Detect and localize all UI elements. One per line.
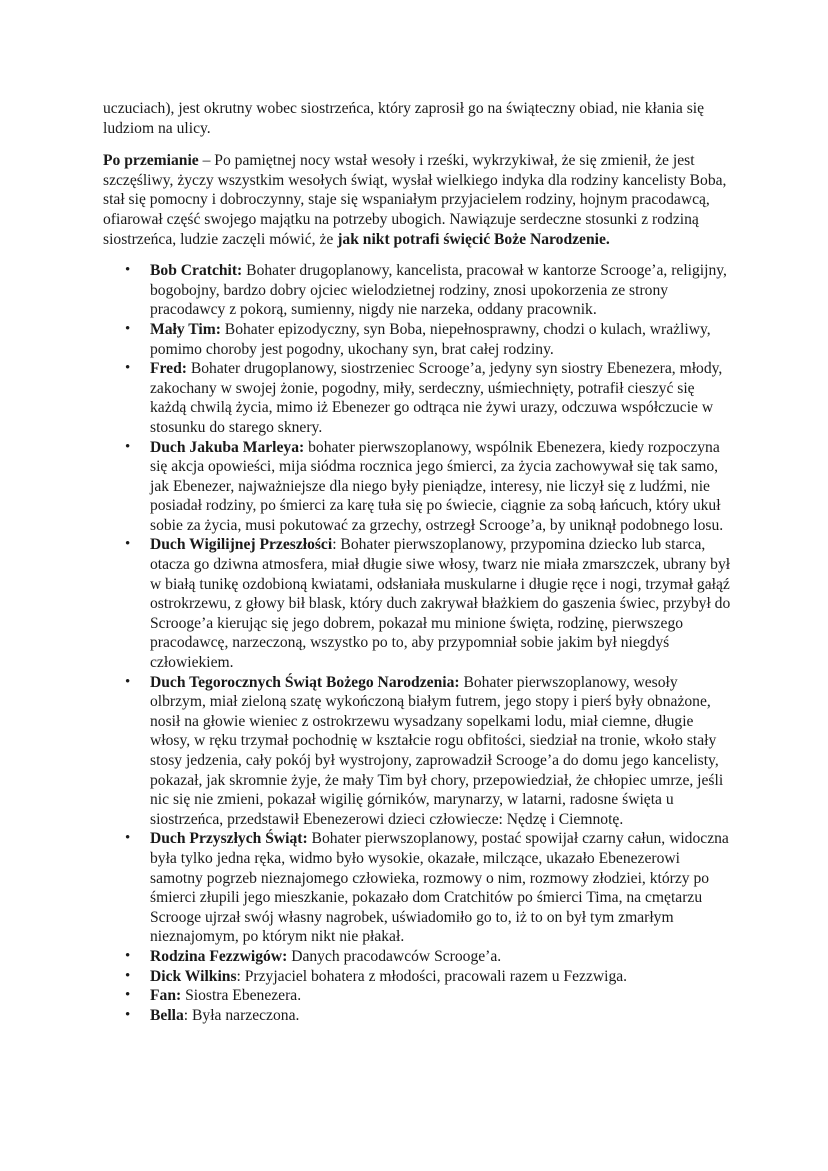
after-change-text: – Po pamiętnej nocy wstał wesoły i rześki, wykrzykiwał, że się zmienił, że jest szczęśliwy, życzy wszystkim wesołych świąt, wysłał wielkiego indyka dla rodziny kancelisty Boba, stał się pomocny i dobroczynny, staje się wspaniałym przyjacielem rodziny, hojnym pracodawcą, ofiarował część swojego majątku na potrzeby ubogich. Nawiązuje serdeczne stosunki z rodziną siostrzeńca, ludzie zaczęli mówić, że (103, 152, 727, 248)
character-name: Bob Cratchit: (150, 262, 243, 280)
character-name: Fan: (150, 987, 182, 1005)
character-description: Bohater drugoplanowy, siostrzeniec Scrooge’a, jedyny syn siostry Ebenezera, młody, zakochany w swojej żonie, pogodny, miły, serdeczny, uśmiechnięty, potrafił cieszyć się każdą chwilą życia, mimo iż Ebenezer go odtrąca nie żywi urazy, odczuwa współczucie w stosunku do starego sknery. (150, 360, 723, 436)
bullet-icon: • (125, 967, 131, 984)
document-page (103, 99, 731, 1025)
after-change-heading: Po przemianie (103, 152, 199, 170)
list-item (103, 967, 731, 987)
list-item (103, 261, 731, 320)
after-change-paragraph (103, 151, 731, 249)
bullet-icon: • (125, 947, 131, 964)
character-description: Bohater pierwszoplanowy, postać spowijał czarny całun, widoczna była tylko jedna ręka, widmo było wysokie, okazałe, milczące, ukazało Ebenezerowi samotny pogrzeb nieznajomego człowieka, rozmowy o nim, rozmowy złodziei, którzy po śmierci złupili jego mieszkanie, pokazało dom Cratchitów po śmierci Tima, na cmętarzu Scrooge ujrzał swój własny nagrobek, uświadomiło go to, iż to on był tym zmarłym nieznajomym, po którym nikt nie płakał. (150, 830, 729, 946)
character-name: Duch Przyszłych Świąt: (150, 830, 308, 848)
character-description: Bohater epizodyczny, syn Boba, niepełnosprawny, chodzi o kulach, wrażliwy, pomimo choroby jest pogodny, ukochany syn, brat całej rodziny. (150, 320, 711, 358)
character-list (103, 261, 731, 1025)
character-description: Danych pracodawców Scrooge’a. (287, 947, 502, 965)
character-description: : Przyjaciel bohatera z młodości, pracowali razem u Fezzwiga. (236, 967, 628, 985)
bullet-icon: • (125, 360, 131, 377)
list-item (103, 438, 731, 536)
after-change-bold-ending: jak nikt potrafi święcić Boże Narodzenie. (337, 230, 610, 248)
character-name: Fred: (150, 360, 187, 378)
bullet-icon: • (125, 987, 131, 1004)
list-item (103, 986, 731, 1006)
bullet-icon: • (125, 262, 131, 279)
character-name: Mały Tim: (150, 320, 221, 338)
list-item (103, 320, 731, 359)
character-name: Bella (150, 1006, 184, 1024)
bullet-icon: • (125, 673, 131, 690)
character-name: Duch Wigilijnej Przeszłości (150, 536, 333, 554)
list-item (103, 359, 731, 437)
character-name: Rodzina Fezzwigów: (150, 947, 288, 965)
bullet-icon: • (125, 536, 131, 553)
character-description: Bohater pierwszoplanowy, wesoły olbrzym, miał zieloną szatę wykończoną białym futrem, jego stopy i pierś były obnażone, nosił na głowie wieniec z ostrokrzewu wysadzany sopelkami lodu, miał ciemne, długie włosy, w ręku trzymał pochodnię w kształcie rogu obfitości, siedział na tronie, wkoło stały stosy jedzenia, cały pokój był wystrojony, zaprowadził Scrooge’a do domu jego kancelisty, pokazał, jak skromnie żyje, że mały Tim był chory, przepowiedział, że chłopiec umrze, jeśli nic się nie zmieni, pokazał wigilię górników, marynarzy, w latarni, radosne święta u siostrzeńca, przedstawił Ebenezerowi dzieci człowiecze: Nędzę i Ciemnotę. (150, 673, 724, 828)
bullet-icon: • (125, 1006, 131, 1023)
bullet-icon: • (125, 830, 131, 847)
list-item (103, 947, 731, 967)
list-item (103, 673, 731, 830)
character-description: : Bohater pierwszoplanowy, przypomina dziecko lub starca, otacza go dziwna atmosfera, miał długie siwe włosy, twarz nie miała zmarszczek, ubrany był w białą tunikę ozdobioną kwiatami, odsłaniała muskularne i długie ręce i nogi, trzymał gałąź ostrokrzewu, z głowy bił blask, który duch zakrywał błażkiem do gaszenia świec, przybył do Scrooge’a kierując się jego dobrem, pokazał mu minione święta, rodzinę, pierwszego pracodawcę, narzeczoną, wszystko po to, aby przypomniał sobie jakim był niegdyś człowiekiem. (150, 536, 731, 672)
bullet-icon: • (125, 320, 131, 337)
character-name: Duch Tegorocznych Świąt Bożego Narodzenia: (150, 673, 460, 691)
intro-continuation-paragraph: uczuciach), jest okrutny wobec siostrzeńca, który zaprosił go na świąteczny obiad, nie kłania się ludziom na ulicy. (103, 100, 705, 137)
character-name: Dick Wilkins (150, 967, 237, 985)
character-description: bohater pierwszoplanowy, wspólnik Ebenezera, kiedy rozpoczyna się akcja opowieści, mija siódma rocznica jego śmierci, za życia zachowywał się tak samo, jak Ebenezer, najważniejsze dla niego były pieniądze, interesy, nie liczył się z ludźmi, nie posiadał rodziny, po śmierci za karę tuła się po świecie, ciągnie za sobą łańcuch, który ukuł sobie za życia, musi pokutować za grzechy, ostrzegł Scrooge’a, by uniknął podobnego losu. (150, 438, 724, 534)
character-name: Duch Jakuba Marleya: (150, 438, 305, 456)
character-description: : Była narzeczona. (183, 1006, 300, 1024)
list-item (103, 829, 731, 947)
character-description: Siostra Ebenezera. (181, 987, 302, 1005)
character-description: Bohater drugoplanowy, kancelista, pracował w kantorze Scrooge’a, religijny, bogobojny, bardzo dobry ojciec wielodzietnej rodziny, znosi upokorzenia ze strony pracodawcy z pokorą, sumienny, nigdy nie narzeka, oddany pracownik. (150, 262, 727, 319)
bullet-icon: • (125, 438, 131, 455)
list-item (103, 535, 731, 672)
list-item (103, 1006, 731, 1026)
